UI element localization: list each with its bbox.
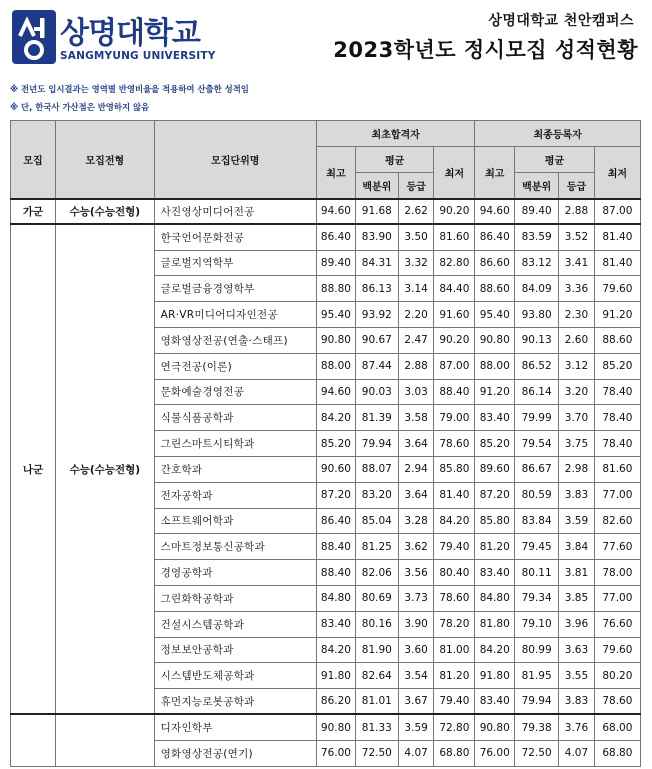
header-final-min: 최저 [594,147,640,199]
note-1: ※ 전년도 입시결과는 영역별 반영비율을 적용하여 산출한 성적임 [10,84,249,94]
cell-final-grade: 3.70 [559,405,595,431]
cell-first-min: 78.20 [434,611,475,637]
cell-final-max: 86.40 [475,224,515,250]
cell-unit: 글로벌지역학부 [154,250,316,276]
cell-first-grade: 2.20 [398,302,434,328]
cell-first-grade: 3.50 [398,224,434,250]
cell-first-percentile: 86.13 [355,276,398,302]
cell-unit: 휴먼지능로봇공학과 [154,689,316,715]
cell-first-grade: 3.54 [398,663,434,689]
cell-first-min: 90.20 [434,199,475,225]
header-unit: 모집단위명 [154,121,316,199]
cell-final-min: 68.00 [594,714,640,740]
cell-unit: 한국언어문화전공 [154,224,316,250]
university-logo [12,8,216,68]
cell-first-max: 84.20 [317,405,356,431]
cell-first-grade: 3.28 [398,508,434,534]
cell-final-percentile: 80.59 [515,482,559,508]
cell-first-grade: 3.67 [398,689,434,715]
cell-final-percentile: 93.80 [515,302,559,328]
cell-final-grade: 3.96 [559,611,595,637]
cell-unit: 문화예술경영전공 [154,379,316,405]
cell-first-grade: 4.07 [398,740,434,766]
cell-first-max: 90.60 [317,456,356,482]
cell-final-max: 91.80 [475,663,515,689]
logo-subtext: SANGMYUNG UNIVERSITY [60,50,216,62]
cell-final-grade: 3.12 [559,353,595,379]
cell-first-max: 85.20 [317,431,356,457]
cell-final-grade: 3.83 [559,689,595,715]
cell-first-grade: 3.59 [398,714,434,740]
cell-first-percentile: 80.69 [355,585,398,611]
cell-final-min: 79.60 [594,637,640,663]
cell-first-grade: 2.62 [398,199,434,225]
table-row [11,714,641,740]
cell-final-max: 87.20 [475,482,515,508]
cell-type: 수능(수능전형) [56,199,155,225]
cell-final-max: 89.60 [475,456,515,482]
cell-group: 가군 [11,199,56,225]
cell-first-percentile: 84.31 [355,250,398,276]
cell-first-grade: 3.60 [398,637,434,663]
cell-unit: 소프트웨어학과 [154,508,316,534]
cell-unit: 건설시스템공학과 [154,611,316,637]
cell-final-grade: 3.36 [559,276,595,302]
cell-first-percentile: 93.92 [355,302,398,328]
cell-first-min: 79.00 [434,405,475,431]
cell-final-min: 80.20 [594,663,640,689]
cell-final-min: 76.60 [594,611,640,637]
cell-final-percentile: 79.94 [515,689,559,715]
header-first-max: 최고 [317,147,356,199]
cell-first-percentile: 87.44 [355,353,398,379]
cell-first-percentile: 85.04 [355,508,398,534]
cell-final-min: 77.00 [594,482,640,508]
cell-final-max: 76.00 [475,740,515,766]
cell-first-grade: 2.94 [398,456,434,482]
cell-first-percentile: 81.39 [355,405,398,431]
cell-unit: 글로벌금융경영학부 [154,276,316,302]
cell-first-max: 88.80 [317,276,356,302]
cell-first-percentile: 88.07 [355,456,398,482]
cell-final-grade: 3.20 [559,379,595,405]
cell-final-min: 77.00 [594,585,640,611]
cell-final-percentile: 79.45 [515,534,559,560]
cell-first-grade: 2.88 [398,353,434,379]
cell-final-percentile: 86.67 [515,456,559,482]
cell-final-max: 94.60 [475,199,515,225]
cell-unit: 식물식품공학과 [154,405,316,431]
cell-unit: 간호학과 [154,456,316,482]
cell-final-grade: 3.55 [559,663,595,689]
cell-first-grade: 3.64 [398,431,434,457]
cell-first-max: 76.00 [317,740,356,766]
cell-first-min: 84.40 [434,276,475,302]
cell-first-max: 84.80 [317,585,356,611]
cell-first-min: 81.20 [434,663,475,689]
cell-final-min: 88.60 [594,327,640,353]
cell-final-percentile: 79.10 [515,611,559,637]
cell-final-max: 84.80 [475,585,515,611]
cell-first-min: 82.80 [434,250,475,276]
cell-final-percentile: 80.11 [515,560,559,586]
cell-final-min: 81.40 [594,224,640,250]
cell-final-min: 68.80 [594,740,640,766]
header-first-pass: 최초합격자 [317,121,475,147]
cell-final-max: 83.40 [475,689,515,715]
cell-final-percentile: 83.59 [515,224,559,250]
logo-text: 상명대학교 [60,16,200,51]
cell-final-percentile: 83.12 [515,250,559,276]
cell-final-grade: 3.81 [559,560,595,586]
cell-first-grade: 2.47 [398,327,434,353]
header-final-avg: 평균 [515,147,595,173]
cell-unit: 영화영상전공(연출·스태프) [154,327,316,353]
cell-first-min: 68.80 [434,740,475,766]
cell-final-grade: 2.88 [559,199,595,225]
cell-first-max: 84.20 [317,637,356,663]
cell-final-grade: 3.83 [559,482,595,508]
cell-first-min: 87.00 [434,353,475,379]
cell-final-percentile: 84.09 [515,276,559,302]
cell-first-percentile: 80.16 [355,611,398,637]
cell-first-grade: 3.64 [398,482,434,508]
cell-first-percentile: 81.33 [355,714,398,740]
cell-first-min: 72.80 [434,714,475,740]
cell-first-percentile: 79.94 [355,431,398,457]
logo-emblem-icon [12,10,56,64]
cell-final-max: 83.40 [475,405,515,431]
cell-final-min: 87.00 [594,199,640,225]
cell-unit: 디자인학부 [154,714,316,740]
cell-final-grade: 3.75 [559,431,595,457]
cell-first-max: 86.40 [317,224,356,250]
cell-first-min: 91.60 [434,302,475,328]
cell-final-percentile: 79.34 [515,585,559,611]
cell-unit: 사진영상미디어전공 [154,199,316,225]
cell-final-max: 86.60 [475,250,515,276]
cell-final-max: 83.40 [475,560,515,586]
cell-first-percentile: 81.01 [355,689,398,715]
cell-first-percentile: 81.25 [355,534,398,560]
cell-final-grade: 4.07 [559,740,595,766]
cell-final-percentile: 79.54 [515,431,559,457]
cell-final-min: 81.60 [594,456,640,482]
cell-first-max: 88.00 [317,353,356,379]
cell-final-min: 78.40 [594,405,640,431]
cell-final-grade: 2.60 [559,327,595,353]
cell-first-percentile: 91.68 [355,199,398,225]
cell-final-percentile: 90.13 [515,327,559,353]
header-first-min: 최저 [434,147,475,199]
cell-unit: 정보보안공학과 [154,637,316,663]
cell-final-grade: 2.30 [559,302,595,328]
cell-final-min: 91.20 [594,302,640,328]
cell-final-min: 78.40 [594,379,640,405]
table-row [11,224,641,250]
cell-unit: 시스템반도체공학과 [154,663,316,689]
cell-first-percentile: 72.50 [355,740,398,766]
cell-unit: 전자공학과 [154,482,316,508]
note-2: ※ 단, 한국사 가산점은 반영하지 않음 [10,102,150,112]
cell-first-min: 80.40 [434,560,475,586]
notes [10,80,249,116]
cell-final-percentile: 86.52 [515,353,559,379]
cell-final-grade: 3.85 [559,585,595,611]
cell-first-min: 78.60 [434,431,475,457]
cell-first-percentile: 81.90 [355,637,398,663]
cell-final-max: 91.20 [475,379,515,405]
cell-unit: 스마트정보통신공학과 [154,534,316,560]
cell-final-percentile: 86.14 [515,379,559,405]
header-final-max: 최고 [475,147,515,199]
cell-final-max: 90.80 [475,327,515,353]
cell-first-grade: 3.03 [398,379,434,405]
table-row [11,199,641,225]
cell-first-max: 88.40 [317,560,356,586]
cell-first-max: 86.20 [317,689,356,715]
cell-group [11,714,56,766]
cell-first-grade: 3.14 [398,276,434,302]
cell-final-min: 78.40 [594,431,640,457]
header-first-avg: 평균 [355,147,434,173]
cell-final-grade: 3.52 [559,224,595,250]
cell-final-max: 85.20 [475,431,515,457]
cell-first-percentile: 82.06 [355,560,398,586]
cell-final-max: 81.80 [475,611,515,637]
cell-first-percentile: 83.20 [355,482,398,508]
cell-final-percentile: 79.99 [515,405,559,431]
cell-first-max: 83.40 [317,611,356,637]
cell-first-min: 90.20 [434,327,475,353]
cell-first-min: 84.20 [434,508,475,534]
cell-final-max: 88.60 [475,276,515,302]
cell-type [56,714,155,766]
cell-first-max: 90.80 [317,327,356,353]
cell-first-percentile: 83.90 [355,224,398,250]
cell-first-max: 94.60 [317,379,356,405]
cell-unit: 연극전공(이론) [154,353,316,379]
cell-unit: AR·VR미디어디자인전공 [154,302,316,328]
cell-final-max: 85.80 [475,508,515,534]
cell-first-max: 87.20 [317,482,356,508]
header-final-reg: 최종등록자 [475,121,641,147]
header-group: 모집 [11,121,56,199]
cell-final-min: 77.60 [594,534,640,560]
header-first-percentile: 백분위 [355,173,398,199]
cell-final-min: 81.40 [594,250,640,276]
cell-first-grade: 3.58 [398,405,434,431]
cell-first-grade: 3.62 [398,534,434,560]
cell-first-grade: 3.73 [398,585,434,611]
cell-first-max: 88.40 [317,534,356,560]
cell-first-percentile: 90.03 [355,379,398,405]
cell-first-min: 79.40 [434,534,475,560]
cell-first-percentile: 82.64 [355,663,398,689]
header-final-grade: 등급 [559,173,595,199]
cell-final-percentile: 72.50 [515,740,559,766]
cell-first-max: 86.40 [317,508,356,534]
cell-final-max: 84.20 [475,637,515,663]
cell-final-max: 90.80 [475,714,515,740]
cell-final-percentile: 83.84 [515,508,559,534]
cell-first-percentile: 90.67 [355,327,398,353]
cell-first-min: 81.00 [434,637,475,663]
cell-final-grade: 3.41 [559,250,595,276]
cell-first-max: 91.80 [317,663,356,689]
cell-first-grade: 3.56 [398,560,434,586]
admission-results-table [10,120,641,767]
cell-type: 수능(수능전형) [56,224,155,714]
cell-first-min: 78.60 [434,585,475,611]
cell-final-grade: 2.98 [559,456,595,482]
cell-final-min: 85.20 [594,353,640,379]
header-first-grade: 등급 [398,173,434,199]
campus-name: 상명대학교 천안캠퍼스 [488,13,634,29]
cell-unit: 경영공학과 [154,560,316,586]
cell-unit: 영화영상전공(연기) [154,740,316,766]
cell-final-grade: 3.84 [559,534,595,560]
cell-final-percentile: 80.99 [515,637,559,663]
cell-first-grade: 3.32 [398,250,434,276]
cell-final-percentile: 89.40 [515,199,559,225]
cell-first-min: 79.40 [434,689,475,715]
cell-final-grade: 3.76 [559,714,595,740]
cell-first-max: 90.80 [317,714,356,740]
cell-first-min: 85.80 [434,456,475,482]
cell-final-grade: 3.63 [559,637,595,663]
page-title: 2023학년도 정시모집 성적현황 [333,38,638,62]
cell-first-min: 88.40 [434,379,475,405]
cell-first-min: 81.40 [434,482,475,508]
cell-final-max: 95.40 [475,302,515,328]
cell-unit: 그린스마트시티학과 [154,431,316,457]
cell-final-min: 82.60 [594,508,640,534]
cell-first-max: 89.40 [317,250,356,276]
cell-final-grade: 3.59 [559,508,595,534]
cell-group: 나군 [11,224,56,714]
cell-final-max: 88.00 [475,353,515,379]
cell-final-percentile: 79.38 [515,714,559,740]
cell-final-percentile: 81.95 [515,663,559,689]
header-type: 모집전형 [56,121,155,199]
cell-first-min: 81.60 [434,224,475,250]
header-final-percentile: 백분위 [515,173,559,199]
cell-final-max: 81.20 [475,534,515,560]
cell-final-min: 79.60 [594,276,640,302]
cell-unit: 그린화학공학과 [154,585,316,611]
cell-first-grade: 3.90 [398,611,434,637]
cell-first-max: 95.40 [317,302,356,328]
cell-first-max: 94.60 [317,199,356,225]
cell-final-min: 78.60 [594,689,640,715]
cell-final-min: 78.00 [594,560,640,586]
